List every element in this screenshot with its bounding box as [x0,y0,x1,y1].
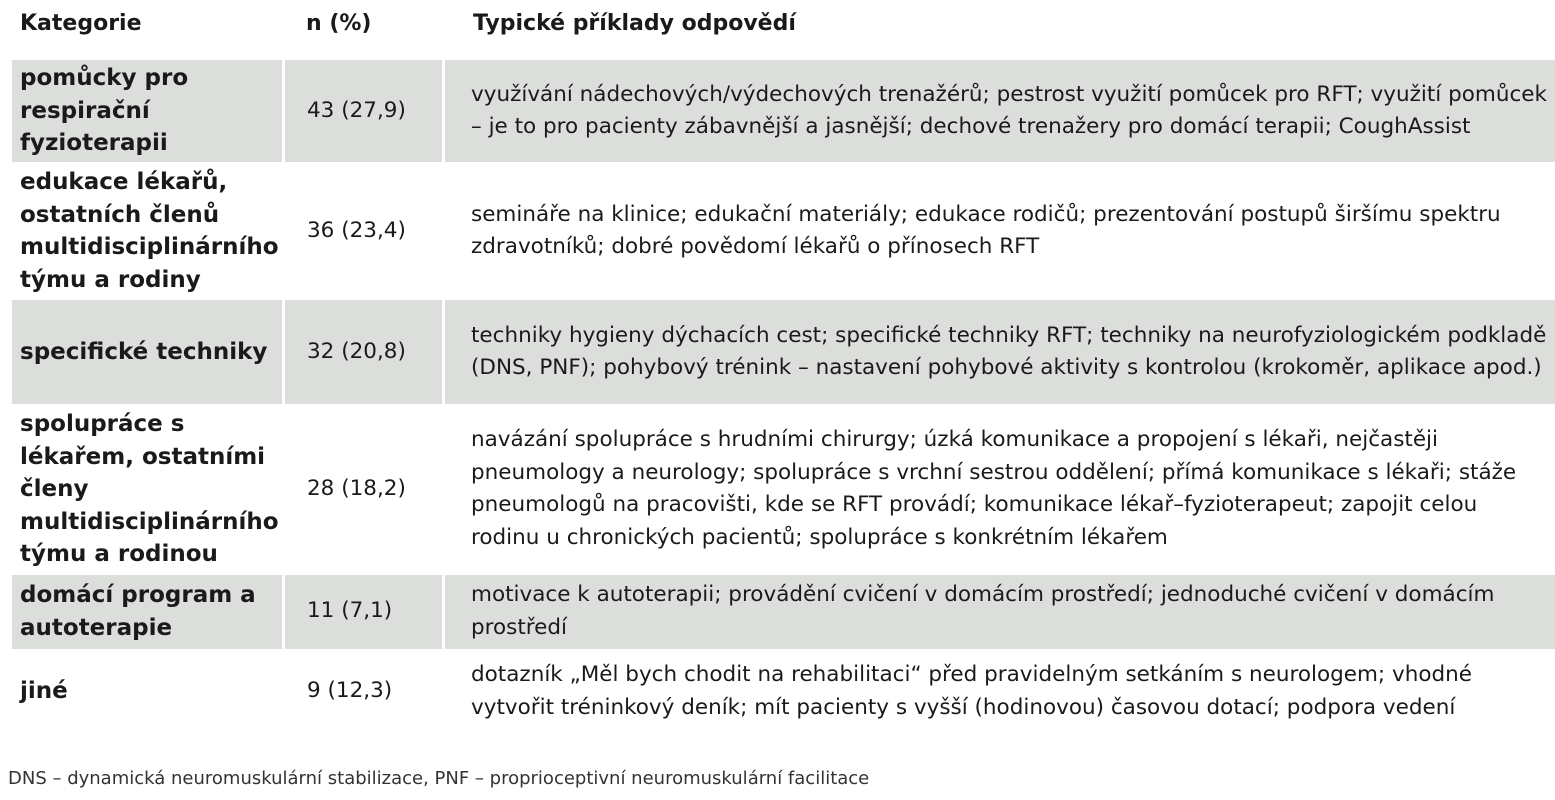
row-count: 9 (12,3) [282,651,445,735]
row-category: pomůcky pro respirační fyzioterapii [12,60,282,164]
results-table [12,0,1555,735]
table-row [12,300,1555,406]
row-count: 28 (18,2) [282,406,445,575]
table-footnote: DNS – dynamická neuromuskulární stabilizace, PNF – proprioceptivní neuromuskulární facilitace [8,768,870,789]
header-count: n (%) [282,0,445,60]
row-examples: semináře na klinice; edukační materiály; edukace rodičů; prezentování postupů širšímu spektru zdravotníků; dobré povědomí lékařů o přínosech RFT [445,164,1555,300]
row-category: domácí program a autoterapie [12,575,282,651]
header-category: Kategorie [12,0,282,60]
table-row [12,164,1555,300]
row-category: specifické techniky [12,300,282,406]
row-count: 36 (23,4) [282,164,445,300]
row-examples: dotazník „Měl bych chodit na rehabilitaci“ před pravidelným setkáním s neurologem; vhodné vytvořit tréninkový deník; mít pacienty s vyšší (hodinovou) časovou dotací; podpora vedení [445,651,1555,735]
row-count: 32 (20,8) [282,300,445,406]
table-row [12,60,1555,164]
table-row [12,651,1555,735]
header-examples: Typické příklady odpovědí [445,0,1555,60]
row-count: 43 (27,9) [282,60,445,164]
row-category: jiné [12,651,282,735]
results-table-container [12,0,1555,735]
table-row [12,575,1555,651]
row-examples: techniky hygieny dýchacích cest; specifické techniky RFT; techniky na neurofyziologickém podkladě (DNS, PNF); pohybový trénink – nastavení pohybové aktivity s kontrolou (krokoměr, aplikace apod.) [445,300,1555,406]
table-row [12,406,1555,575]
row-examples: motivace k autoterapii; provádění cvičení v domácím prostředí; jednoduché cvičení v domácím prostředí [445,575,1555,651]
row-category: spolupráce s lékařem, ostatními členy multidisciplinárního týmu a rodinou [12,406,282,575]
table-header-row [12,0,1555,60]
row-category: edukace lékařů, ostatních členů multidisciplinárního týmu a rodiny [12,164,282,300]
row-count: 11 (7,1) [282,575,445,651]
row-examples: využívání nádechových/výdechových trenažérů; pestrost využití pomůcek pro RFT; využití pomůcek – je to pro pacienty zábavnější a jasnější; dechové trenažery pro domácí terapii; CoughAssist [445,60,1555,164]
row-examples: navázání spolupráce s hrudními chirurgy; úzká komunikace a propojení s lékaři, nejčastěji pneumology a neurology; spolupráce s vrchní sestrou oddělení; přímá komunikace s lékaři; stáže pneumologů na pracovišti, kde se RFT provádí; komunikace lékař–fyzioterapeut; zapojit celou rodinu u chronických pacientů; spolupráce s konkrétním lékařem [445,406,1555,575]
